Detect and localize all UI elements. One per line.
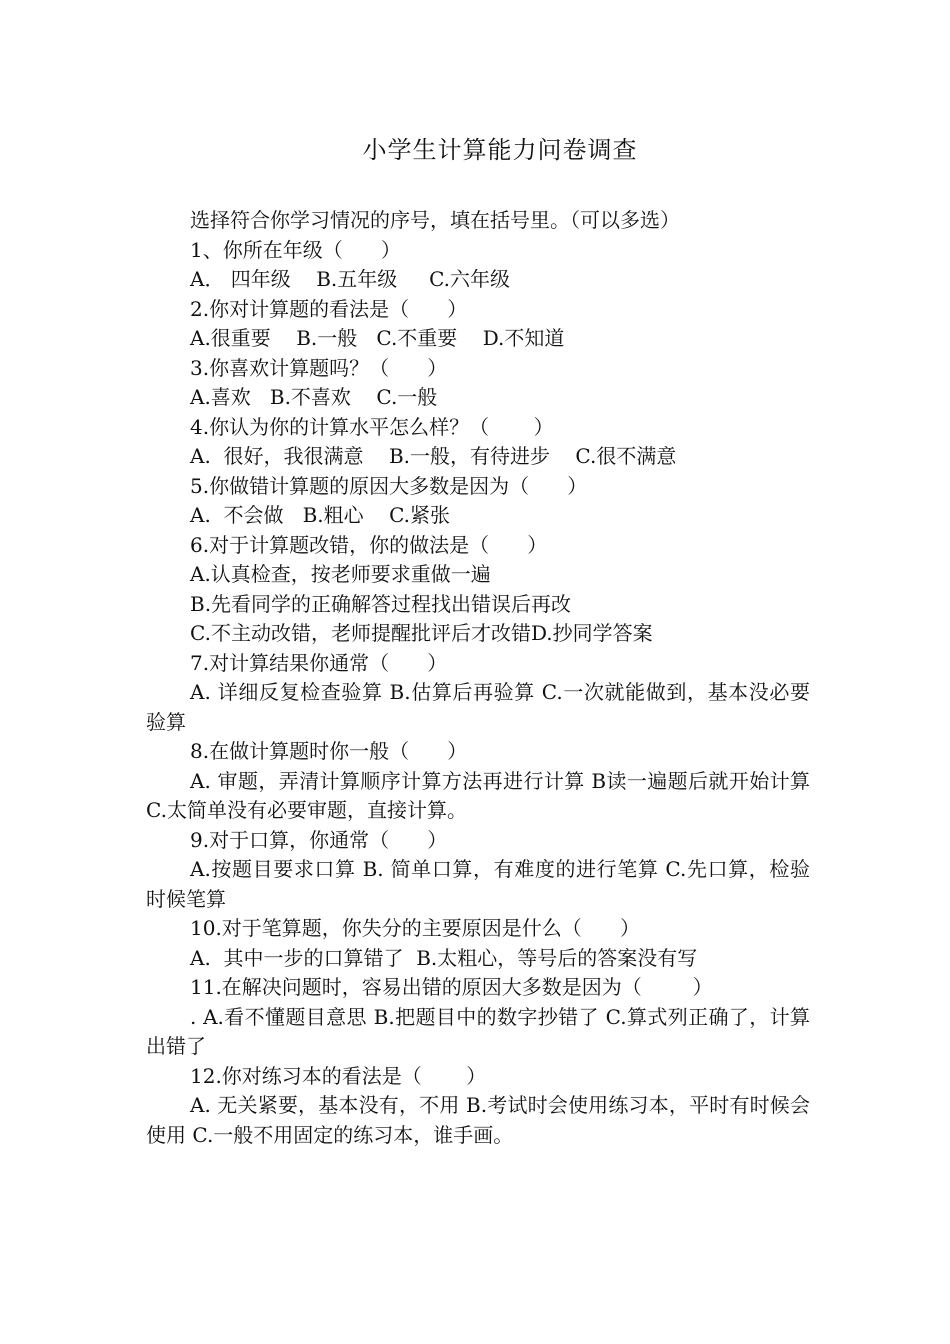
question-1-options: A． 四年级 B.五年级 C.六年级 — [190, 267, 511, 291]
question-8-options: A. 审题，弄清计算顺序计算方法再进行计算 B读一遍题后就开始计算 C.太简单没有必要审题，直接计算。 — [146, 768, 810, 822]
questionnaire-body — [146, 206, 810, 1150]
question-12: 12.你对练习本的看法是（ ） — [190, 1063, 487, 1088]
document-title: 小学生计算能力问卷调查 — [362, 136, 638, 164]
question-11: 11.在解决问题时，容易出错的原因大多数是因为（ ） — [190, 975, 713, 999]
question-6: 6.对于计算题改错，你的做法是（ ） — [190, 532, 548, 557]
question-5: 5.你做错计算题的原因大多数是因为（ ） — [190, 473, 588, 498]
question-4: 4.你认为你的计算水平怎么样？（ ） — [190, 414, 554, 439]
question-6-option-b: B.先看同学的正确解答过程找出错误后再改 — [190, 591, 572, 616]
question-4-options: A. 很好，我很满意 B.一般，有待进步 C.很不满意 — [190, 444, 677, 468]
question-3-options: A.喜欢 B.不喜欢 C.一般 — [190, 385, 438, 409]
question-12-options: A. 无关紧要，基本没有，不用 B.考试时会使用练习本，平时有时候会使用 C.一般不用固定的练习本，谁手画。 — [146, 1093, 810, 1147]
question-2: 2.你对计算题的看法是（ ） — [190, 296, 468, 321]
instructions: 选择符合你学习情况的序号，填在括号里。（可以多选） — [190, 208, 680, 232]
question-2-options: A.很重要 B.一般 C.不重要 D.不知道 — [190, 326, 565, 350]
question-5-options: A. 不会做 B.粗心 C.紧张 — [190, 503, 451, 527]
question-6-option-c: C.不主动改错，老师提醒批评后才改错D.抄同学答案 — [190, 621, 653, 645]
question-9: 9.对于口算，你通常（ ） — [190, 827, 448, 852]
question-10: 10.对于笔算题，你失分的主要原因是什么（ ） — [190, 916, 640, 940]
question-1: 1、你所在年级（ ） — [190, 237, 401, 262]
question-11-options: . A.看不懂题目意思 B.把题目中的数字抄错了 C.算式列正确了，计算出错了 — [146, 1004, 810, 1058]
question-6-option-a: A.认真检查，按老师要求重做一遍 — [190, 562, 491, 586]
question-3: 3.你喜欢计算题吗？（ ） — [190, 355, 448, 380]
question-8: 8.在做计算题时你一般（ ） — [190, 739, 468, 763]
question-7: 7.对计算结果你通常（ ） — [190, 650, 448, 675]
question-9-options: A.按题目要求口算 B. 简单口算，有难度的进行笔算 C.先口算，检验时候笔算 — [146, 857, 810, 911]
question-7-options: A. 详细反复检查验算 B.估算后再验算 C.一次就能做到，基本没必要验算 — [146, 680, 810, 734]
question-10-options: A. 其中一步的口算错了 B.太粗心，等号后的答案没有写 — [190, 945, 698, 970]
